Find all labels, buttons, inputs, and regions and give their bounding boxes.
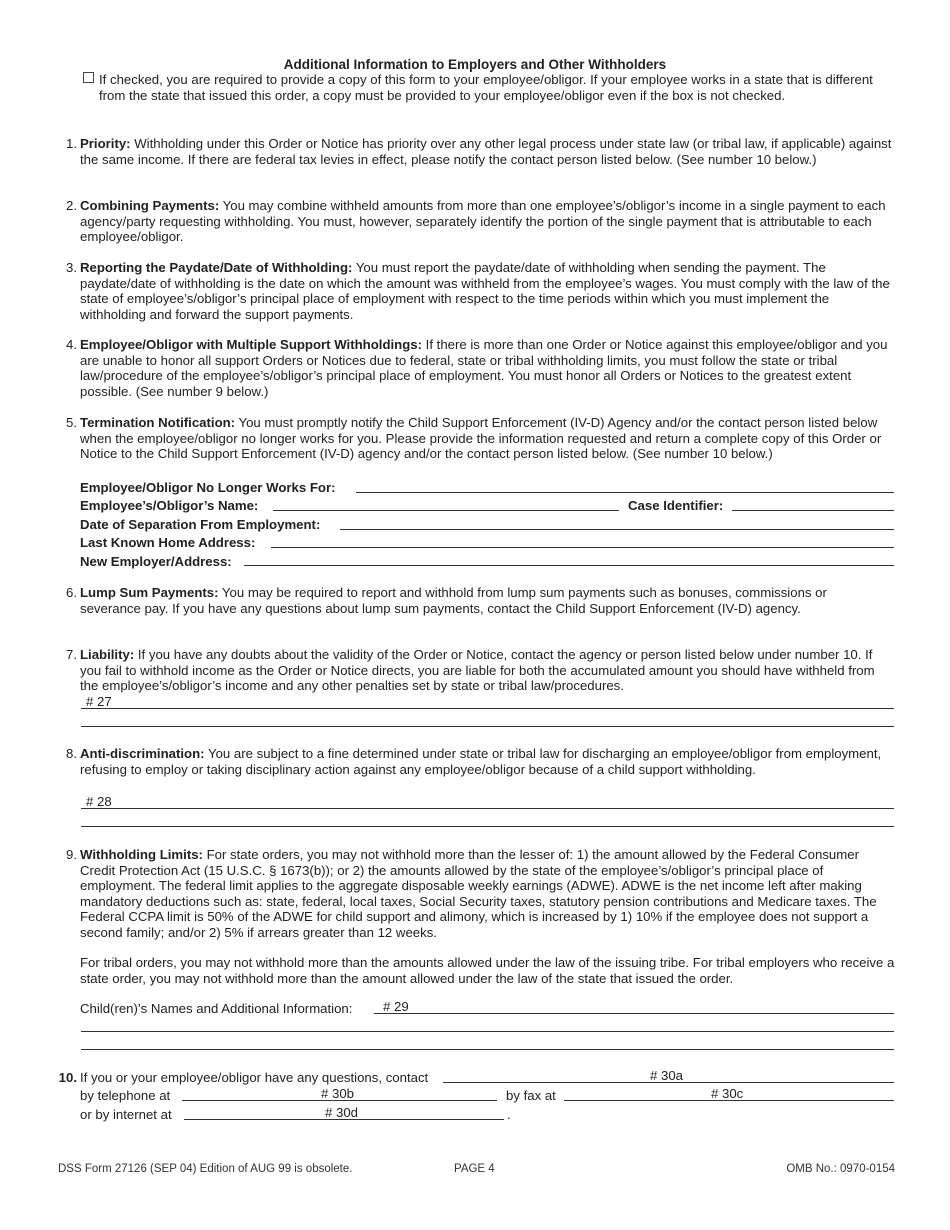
- item-heading: Anti-discrimination:: [80, 746, 205, 761]
- field-label-case-id: Case Identifier:: [628, 498, 724, 513]
- children-line[interactable]: [81, 1031, 894, 1032]
- liability-line[interactable]: [81, 726, 894, 727]
- item-text: You may combine withheld amounts from more than one employee’s/obligor’s income in a single payment to each agency/party requesting withholding. You must, however, separately identify the portion of the single payment that is attributable to each employee/obligor.: [80, 198, 886, 245]
- new-employer-field[interactable]: [244, 565, 894, 566]
- item-number: 9.: [66, 847, 77, 862]
- item-anti-discrimination: [80, 746, 895, 777]
- internet-label: or by internet at: [80, 1107, 172, 1122]
- item-heading: Withholding Limits:: [80, 847, 203, 862]
- item-number: 3.: [66, 260, 77, 275]
- item-heading: Lump Sum Payments:: [80, 585, 219, 600]
- internet-field[interactable]: [184, 1119, 504, 1120]
- field-label-name: Employee’s/Obligor’s Name:: [80, 498, 259, 513]
- no-longer-works-field[interactable]: [356, 492, 894, 493]
- ref-28: # 28: [86, 794, 112, 809]
- item-number: 4.: [66, 337, 77, 352]
- ref-30b: # 30b: [321, 1086, 355, 1101]
- period: .: [507, 1107, 511, 1122]
- children-label: Child(ren)’s Names and Additional Information:: [80, 1001, 353, 1016]
- item-withholding-limits: [80, 847, 895, 941]
- field-label-separation-date: Date of Separation From Employment:: [80, 517, 321, 532]
- item-text: If there is more than one Order or Notice against this employee/obligor and you are unable to honor all support Orders or Notices due to federal, state or tribal withholding limits, you must follow the state or tribal law/procedure of the employee’s/obligor’s principal place of employment. You must honor all Orders or Notices to the greatest extent possible. (See number 9 below.): [80, 337, 888, 399]
- item-priority: [80, 136, 895, 167]
- anti-discrimination-line[interactable]: [81, 826, 894, 827]
- item-number: 10.: [58, 1070, 77, 1085]
- item-number: 7.: [66, 647, 77, 662]
- ref-27: # 27: [86, 694, 112, 709]
- item-heading: Reporting the Paydate/Date of Withholding:: [80, 260, 353, 275]
- item-text: If you have any doubts about the validity of the Order or Notice, contact the agency or person listed below under number 10. If you fail to withhold income as the Order or Notice directs, you are liable for both the accumulated amount you should have withheld from the employee’s/obligor’s income and any other penalties set by state or tribal law/procedures.: [80, 647, 875, 694]
- item-text: You are subject to a fine determined under state or tribal law for discharging an employee/obligor from employment, refusing to employ or taking disciplinary action against any employee/obligor because of a child support withholding.: [80, 746, 882, 777]
- item-heading: Liability:: [80, 647, 135, 662]
- home-address-field[interactable]: [271, 547, 894, 548]
- field-label-new-employer: New Employer/Address:: [80, 554, 232, 569]
- fax-label: by fax at: [506, 1088, 556, 1103]
- employee-name-field[interactable]: [273, 510, 619, 511]
- item-number: 6.: [66, 585, 77, 600]
- checkbox-text: If checked, you are required to provide a copy of this form to your employee/obligor. If your employee works in a state that is different from the state that issued this order, a copy must be provided to your employee/obligor even if the box is not checked.: [99, 72, 873, 103]
- liability-line[interactable]: [81, 708, 894, 709]
- contact-text: If you or your employee/obligor have any questions, contact: [80, 1070, 429, 1085]
- item-liability: [80, 647, 895, 694]
- copy-required-checkbox[interactable]: [83, 72, 94, 83]
- ref-30c: # 30c: [711, 1086, 744, 1101]
- item-multiple-withholdings: [80, 337, 895, 399]
- item-number: 8.: [66, 746, 77, 761]
- separation-date-field[interactable]: [340, 529, 894, 530]
- item-lump-sum: [80, 585, 875, 616]
- page-title: Additional Information to Employers and Other Withholders: [283, 57, 667, 72]
- telephone-field[interactable]: [182, 1100, 497, 1101]
- children-field[interactable]: [374, 1013, 894, 1014]
- children-line[interactable]: [81, 1049, 894, 1050]
- footer-form-id: DSS Form 27126 (SEP 04) Edition of AUG 99 is obsolete.: [58, 1163, 353, 1175]
- item-text: You must promptly notify the Child Support Enforcement (IV-D) Agency and/or the contact person listed below when the employee/obligor no longer works for you. Please provide the information requested and return a complete copy of this Order or Notice to the Child Support Enforcement (IV-D) agency and/or the contact person listed below. (See number 10 below.): [80, 415, 882, 462]
- item-heading: Combining Payments:: [80, 198, 220, 213]
- item-number: 1.: [66, 136, 77, 151]
- item-combining-payments: [80, 198, 895, 245]
- case-identifier-field[interactable]: [732, 510, 894, 511]
- item-number: 2.: [66, 198, 77, 213]
- item-text: Withholding under this Order or Notice has priority over any other legal process under state law (or tribal law, if applicable) against the same income. If there are federal tax levies in effect, please notify the contact person listed below. (See number 10 below.): [80, 136, 892, 167]
- item-termination-notification: [80, 415, 895, 462]
- contact-field[interactable]: [443, 1082, 894, 1083]
- item-number: 5.: [66, 415, 77, 430]
- item-text: You may be required to report and withhold from lump sum payments such as bonuses, commissions or severance pay. If you have any questions about lump sum payments, contact the Child Support Enforcement (IV-D) agency.: [80, 585, 827, 616]
- fax-field[interactable]: [564, 1100, 894, 1101]
- item-reporting-paydate: [80, 260, 895, 322]
- item-text: For state orders, you may not withhold more than the lesser of: 1) the amount allowed by the Federal Consumer Credit Protection Act (15 U.S.C. § 1673(b)); or 2) the amounts allowed by the state of the employee’s/obligor’s principal place of employment. The federal limit applies to the aggregate disposable weekly earnings (ADWE). ADWE is the net income left after making mandatory deductions such as: state, federal, local taxes, Social Security taxes, statutory pension contributions and Medicare taxes. The Federal CCPA limit is 50% of the ADWE for child support and alimony, which is increased by 1) 10% if the employee does not support a second family; and/or 2) 5% if arrears greater than 12 weeks.: [80, 847, 877, 940]
- item9-tribal-paragraph: For tribal orders, you may not withhold more than the amounts allowed under the law of the issuing tribe. For tribal employers who receive a state order, you may not withhold more than the amount allowed under the law of the state that issued the order.: [80, 955, 895, 986]
- footer-page-number: PAGE 4: [454, 1163, 495, 1175]
- item-heading: Termination Notification:: [80, 415, 236, 430]
- footer-omb-number: OMB No.: 0970-0154: [786, 1163, 895, 1175]
- ref-30a: # 30a: [650, 1068, 684, 1083]
- anti-discrimination-line[interactable]: [81, 808, 894, 809]
- field-label-home-address: Last Known Home Address:: [80, 535, 256, 550]
- telephone-label: by telephone at: [80, 1088, 171, 1103]
- ref-30d: # 30d: [325, 1105, 359, 1120]
- field-label-no-longer-works: Employee/Obligor No Longer Works For:: [80, 480, 336, 495]
- ref-29: # 29: [383, 999, 409, 1014]
- item-heading: Priority:: [80, 136, 131, 151]
- item-text: You must report the paydate/date of withholding when sending the payment. The paydate/date of withholding is the date on which the amount was withheld from the employee’s wages. You must comply with the law of the state of employee’s/obligor’s principal place of employment with respect to the time periods within which you must implement the withholding and forward the support payments.: [80, 260, 890, 322]
- item-heading: Employee/Obligor with Multiple Support Withholdings:: [80, 337, 422, 352]
